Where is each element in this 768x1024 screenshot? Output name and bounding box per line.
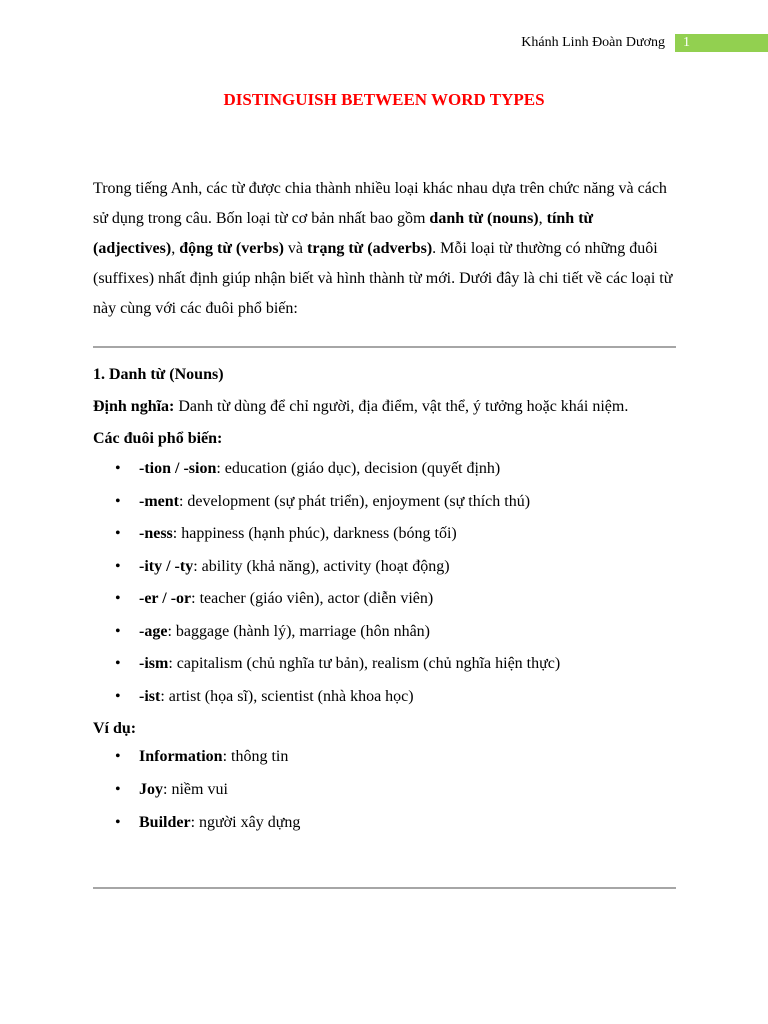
list-item	[93, 812, 677, 845]
example-word: Joy	[139, 781, 163, 798]
intro-bold-adverbs: trạng từ (adverbs)	[307, 240, 433, 257]
list-item	[93, 523, 677, 556]
example-heading: Ví dụ:	[93, 720, 137, 737]
bullet-icon: •	[115, 781, 121, 798]
section-nouns	[93, 364, 677, 845]
list-item	[93, 746, 677, 779]
bullet-icon: •	[115, 557, 121, 575]
suffix-label: -ist	[139, 687, 161, 705]
suffix-heading: Các đuôi phổ biến:	[93, 430, 223, 447]
list-item	[93, 621, 677, 654]
intro-bold-verbs: động từ (verbs)	[179, 240, 284, 257]
list-item	[93, 653, 677, 686]
bullet-icon: •	[115, 655, 121, 672]
intro-text: và	[283, 240, 308, 257]
suffix-desc: : baggage (hành lý), marriage (hôn nhân)	[167, 622, 430, 640]
suffix-label: -age	[139, 622, 168, 640]
suffix-label: -ity / -ty	[139, 557, 194, 575]
list-item	[93, 556, 677, 589]
suffix-desc: : capitalism (chủ nghĩa tư bản), realism (chủ nghĩa hiện thực)	[168, 655, 561, 672]
example-meaning: : niềm vui	[163, 781, 228, 798]
intro-bold-adjectives: tính từ (adjectives)	[93, 210, 594, 257]
list-item	[93, 686, 677, 719]
suffix-label: -tion / -sion	[139, 460, 217, 477]
suffix-label: -ness	[139, 525, 173, 542]
suffix-list	[93, 458, 677, 718]
page-number: 1	[675, 34, 768, 52]
suffix-label: -ment	[139, 492, 179, 510]
intro-text: ,	[171, 240, 180, 257]
suffix-desc: : teacher (giáo viên), actor (diễn viên)	[191, 590, 434, 607]
author-name: Khánh Linh Đoàn Dương	[521, 35, 665, 50]
definition-label: Định nghĩa:	[93, 398, 175, 415]
bullet-icon: •	[115, 748, 121, 765]
list-item	[93, 779, 677, 812]
list-item	[93, 491, 677, 524]
bullet-icon: •	[115, 492, 121, 510]
intro-text: . Mỗi loại từ thường có những đuôi (suffixes) nhất định giúp nhận biết và hình thành từ mới. Dưới đây là chi tiết về các loại từ này cùng với các đuôi phổ biến:	[93, 240, 673, 317]
example-word: Information	[139, 748, 223, 765]
suffix-desc: : ability (khả năng), activity (hoạt động)	[193, 557, 450, 575]
suffix-desc: : development (sự phát triển), enjoyment (sự thích thú)	[178, 492, 531, 510]
example-meaning: : thông tin	[222, 748, 289, 765]
suffix-desc: : education (giáo dục), decision (quyết định)	[216, 460, 501, 477]
list-item	[93, 588, 677, 621]
bullet-icon: •	[115, 814, 121, 831]
example-meaning: : người xây dựng	[190, 814, 301, 831]
definition-text: Danh từ dùng để chỉ người, địa điểm, vật thể, ý tưởng hoặc khái niệm.	[174, 398, 629, 415]
intro-text: Trong tiếng Anh, các từ được chia thành nhiều loại khác nhau dựa trên chức năng và cách sử dụng trong câu. Bốn loại từ cơ bản nhất bao gồm	[93, 180, 667, 227]
bullet-icon: •	[115, 622, 121, 640]
bullet-icon: •	[115, 525, 121, 542]
suffix-desc: : artist (họa sĩ), scientist (nhà khoa học)	[160, 687, 414, 705]
definition	[93, 396, 677, 418]
list-item	[93, 458, 677, 491]
suffix-label: -er / -or	[139, 590, 192, 607]
intro-paragraph	[93, 174, 677, 324]
section-heading: 1. Danh từ (Nouns)	[93, 366, 224, 383]
intro-bold-nouns: danh từ (nouns)	[429, 210, 539, 227]
document-title: DISTINGUISH BETWEEN WORD TYPES	[223, 90, 545, 109]
horizontal-rule	[93, 887, 676, 889]
intro-text: ,	[538, 210, 547, 227]
example-word: Builder	[139, 814, 191, 831]
suffix-desc: : happiness (hạnh phúc), darkness (bóng tối)	[172, 525, 457, 542]
bullet-icon: •	[115, 460, 121, 477]
suffix-label: -ism	[139, 655, 169, 672]
bullet-icon: •	[115, 590, 121, 607]
bullet-icon: •	[115, 687, 121, 705]
horizontal-rule	[93, 346, 676, 348]
page-header	[521, 34, 768, 52]
example-list	[93, 746, 677, 845]
